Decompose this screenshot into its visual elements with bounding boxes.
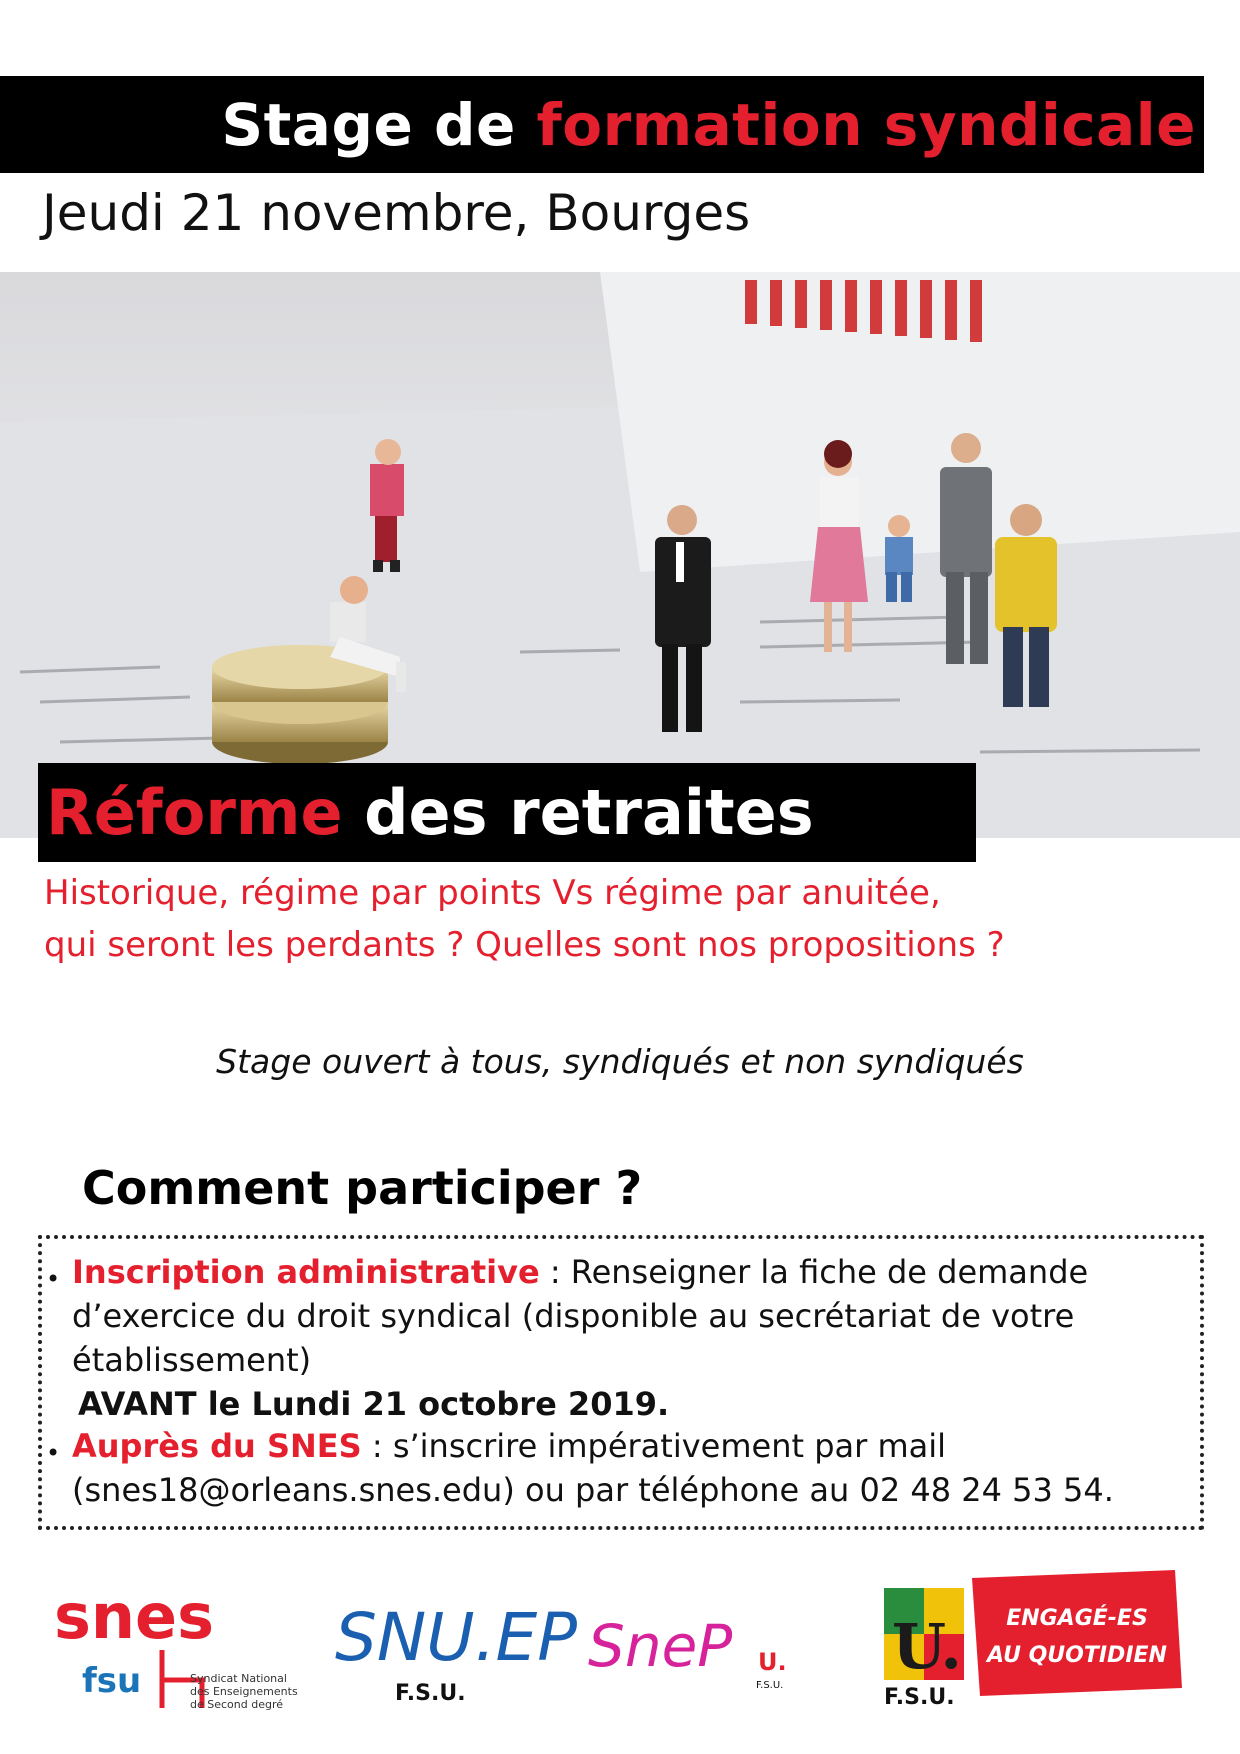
- fsu-label: F.S.U.: [884, 1685, 955, 1710]
- snes-caption-2: des Enseignements: [190, 1685, 298, 1698]
- item1-line3: établissement): [72, 1341, 312, 1379]
- title-part2: formation syndicale: [536, 90, 1196, 159]
- item1-deadline: AVANT le Lundi 21 octobre 2019.: [78, 1385, 670, 1423]
- engage-line1: ENGAGÉ-ES: [1006, 1606, 1148, 1631]
- reform-subtitle-line1: Historique, régime par points Vs régime par anuitée,: [44, 873, 941, 913]
- snuep-mark: [335, 1588, 578, 1708]
- snes-mark: [52, 1580, 298, 1720]
- item1-line1: [72, 1253, 1088, 1291]
- snep-text: SneP: [588, 1612, 733, 1680]
- title-part1: Stage de: [221, 90, 537, 159]
- snuep-fsu-logo: [335, 1588, 578, 1708]
- item2-line2: (snes18@orleans.snes.edu) ou par téléphone au 02 48 24 53 54.: [72, 1471, 1114, 1509]
- item2-label: Auprès du SNES: [72, 1427, 362, 1465]
- hero-photo: [0, 272, 1240, 838]
- engage-mark: [970, 1570, 1185, 1698]
- snes-fsu: fsu: [82, 1661, 142, 1701]
- snep-u: U.: [758, 1648, 787, 1676]
- snuep-text: SNU.EP: [335, 1599, 578, 1676]
- snes-letters: snes: [54, 1580, 214, 1653]
- snes-fsu-logo: [52, 1580, 298, 1720]
- snes-caption-3: de Second degré: [190, 1698, 284, 1711]
- pension-figurines-illustration: [0, 272, 1240, 838]
- snep-fsu: F.S.U.: [756, 1680, 784, 1691]
- reform-banner: [38, 763, 976, 862]
- open-to-all-note: Stage ouvert à tous, syndiqués et non syndiqués: [216, 1042, 1024, 1081]
- bullet-icon: •: [46, 1265, 61, 1293]
- item1-sep: :: [539, 1253, 571, 1291]
- fsu-logo: [878, 1582, 973, 1712]
- snep-mark: [588, 1600, 808, 1700]
- fsu-u: U.: [892, 1610, 962, 1683]
- item2-line1: [72, 1427, 946, 1465]
- title-banner: [0, 76, 1204, 173]
- snep-fsu-logo: [588, 1600, 808, 1700]
- banner-title: [221, 91, 1196, 159]
- participation-info-box: [38, 1235, 1204, 1530]
- item2-text: s’inscrire impérativement par mail: [392, 1427, 947, 1465]
- reform-title: [46, 776, 814, 849]
- how-to-participate-heading: Comment participer ?: [82, 1161, 643, 1215]
- reform-subtitle-line2: qui seront les perdants ? Quelles sont nos propositions ?: [44, 925, 1005, 965]
- item2-sep: :: [361, 1427, 393, 1465]
- fsu-mark: [878, 1582, 973, 1712]
- bullet-icon: •: [46, 1439, 61, 1467]
- item1-line2: d’exercice du droit syndical (disponible au secrétariat de votre: [72, 1297, 1075, 1335]
- engage-line2: AU QUOTIDIEN: [987, 1643, 1167, 1668]
- engage-badge: [970, 1570, 1185, 1698]
- snes-caption-1: Syndicat National: [190, 1672, 287, 1685]
- reform-part2: des retraites: [342, 776, 814, 849]
- snuep-fsu: F.S.U.: [395, 1681, 466, 1706]
- reform-part1: Réforme: [46, 776, 343, 849]
- item1-text: Renseigner la fiche de demande: [570, 1253, 1089, 1291]
- event-date: Jeudi 21 novembre, Bourges: [42, 184, 751, 242]
- item1-label: Inscription administrative: [72, 1253, 540, 1291]
